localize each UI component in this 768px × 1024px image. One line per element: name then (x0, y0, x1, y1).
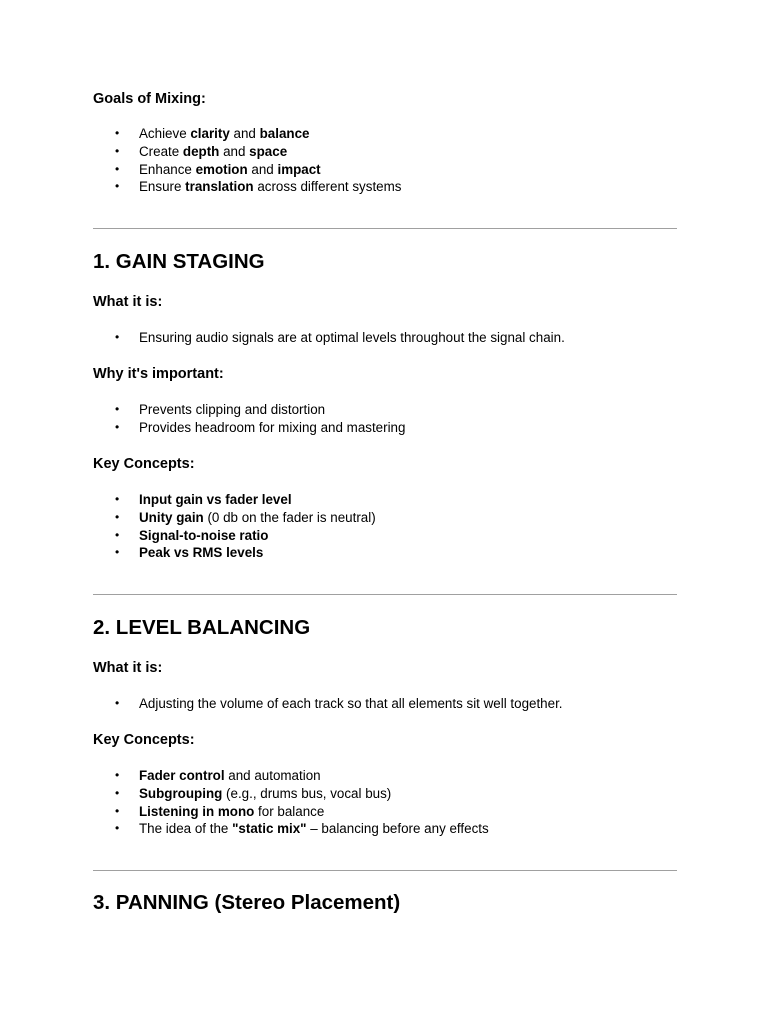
bullet-icon: • (115, 179, 120, 194)
gain-what-heading: What it is: (93, 294, 163, 310)
section-title-gain-staging: 1. GAIN STAGING (93, 250, 265, 273)
list-item: • Peak vs RMS levels (115, 545, 264, 561)
list-item: • Prevents clipping and distortion (115, 402, 326, 417)
list-item: • Adjusting the volume of each track so that all elements sit well together. (115, 696, 563, 711)
bullet-icon: • (115, 419, 120, 434)
gain-what-list (93, 329, 565, 347)
bullet-icon: • (115, 161, 120, 176)
bullet-icon: • (115, 803, 120, 818)
divider (93, 594, 677, 595)
bullet-icon: • (115, 402, 120, 416)
list-item: • Achieve clarity and balance (115, 126, 310, 141)
gain-key-list (93, 491, 376, 562)
gain-why-list (93, 401, 405, 437)
level-key-heading: Key Concepts: (93, 732, 195, 748)
list-item: • Listening in mono for balance (115, 803, 325, 819)
list-item: • Signal-to-noise ratio (115, 527, 269, 543)
list-item: • Unity gain (0 db on the fader is neutral) (115, 509, 376, 525)
list-item: • Fader control and automation (115, 768, 321, 783)
list-item: • Ensure translation across different systems (115, 179, 402, 195)
bullet-icon: • (115, 768, 120, 782)
goals-heading: Goals of Mixing: (93, 91, 206, 107)
bullet-icon: • (115, 143, 120, 158)
list-item: • Subgrouping (e.g., drums bus, vocal bus) (115, 785, 392, 801)
section-title-level-balancing: 2. LEVEL BALANCING (93, 616, 311, 639)
bullet-icon: • (115, 696, 120, 710)
bullet-icon: • (115, 527, 120, 542)
goals-list (93, 125, 401, 196)
gain-why-heading: Why it's important: (93, 366, 224, 382)
list-item: • Create depth and space (115, 143, 288, 159)
gain-key-heading: Key Concepts: (93, 456, 195, 472)
divider (93, 870, 677, 871)
level-key-list (93, 767, 489, 838)
list-item: • The idea of the "static mix" – balancing before any effects (115, 821, 489, 837)
bullet-icon: • (115, 545, 120, 560)
bullet-icon: • (115, 330, 120, 344)
list-item: • Provides headroom for mixing and mastering (115, 419, 406, 435)
list-item: • Input gain vs fader level (115, 492, 292, 507)
bullet-icon: • (115, 509, 120, 524)
level-what-heading: What it is: (93, 660, 163, 676)
bullet-icon: • (115, 821, 120, 836)
bullet-icon: • (115, 126, 120, 140)
divider (93, 228, 677, 229)
bullet-icon: • (115, 785, 120, 800)
section-title-panning: 3. PANNING (Stereo Placement) (93, 891, 401, 914)
list-item: • Enhance emotion and impact (115, 161, 321, 177)
level-what-list (93, 695, 563, 713)
list-item: • Ensuring audio signals are at optimal levels throughout the signal chain. (115, 330, 565, 345)
bullet-icon: • (115, 492, 120, 506)
